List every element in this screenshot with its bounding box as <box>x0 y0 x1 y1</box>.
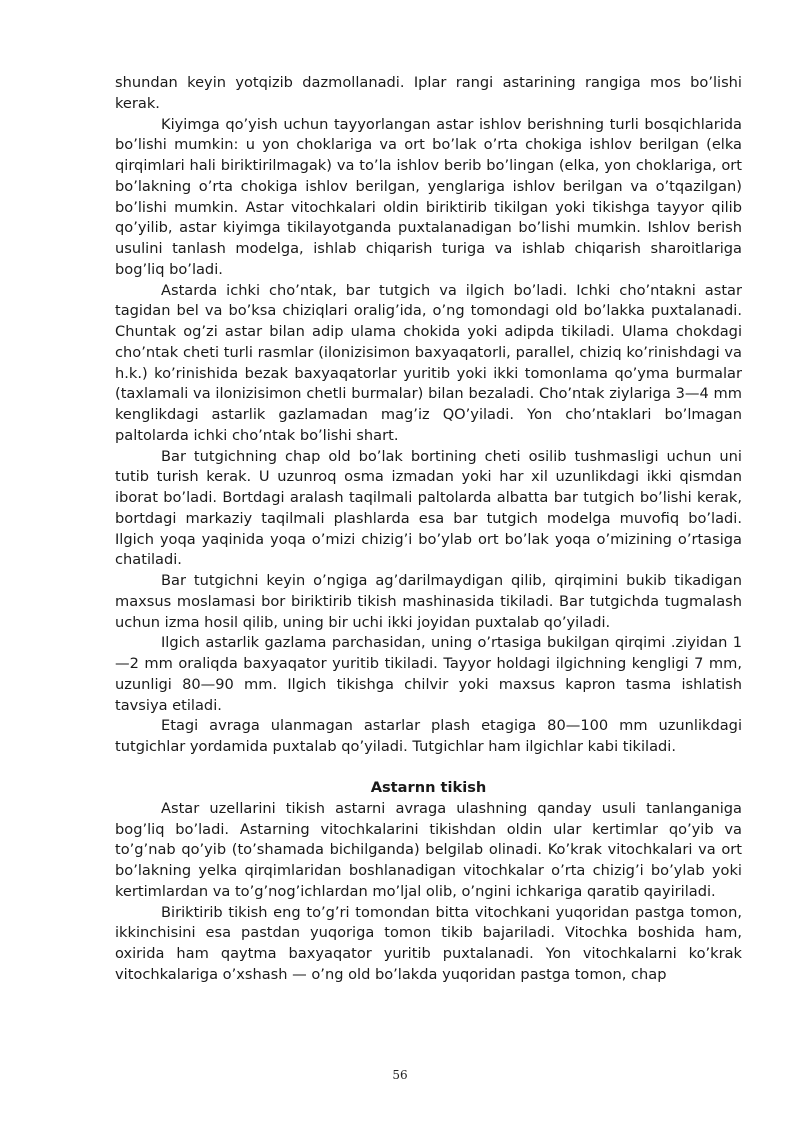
paragraph-bar-holder-sewing: Bar tutgichni keyin o’ngiga ag’darilmaydigan qilib, qirqimini bukib tikadigan maxsus moslamasi bor biriktirib tikish mashinasida tikiladi. Bar tutgichda tugmalash uchun izma hosil qilib, uning bir uchi ikki joyidan puxtalab qo’yiladi. <box>115 572 742 631</box>
section-heading: Astarnn tikish <box>370 778 487 796</box>
paragraph-hem-holders: Etagi avraga ulanmagan astarlar plash etagiga 80—100 mm uzunlikdagi tutgichlar yordamida puxtalab qo’yiladi. Tutgichlar ham ilgichlar kabi tikiladi. <box>115 717 742 755</box>
paragraph-continuation: shundan keyin yotqizib dazmollanadi. Iplar rangi astarining rangiga mos bo’lishi kerak. <box>115 74 742 112</box>
paragraph-hanger-loop: Ilgich astarlik gazlama parchasidan, uning o’rtasiga bukilgan qirqimi .ziyidan 1—2 mm oraliqda baxyaqator yuritib tikiladi. Tayyor holdagi ilgichning kengligi 7 mm, uzunligi 80—90 mm. Ilgich tikishga chilvir yoki maxsus kapron tasma ishlatish tavsiya etiladi. <box>115 634 742 714</box>
paragraph-inner-pocket: Astarda ichki cho’ntak, bar tutgich va ilgich bo’ladi. Ichki cho’ntakni astar tagidan bel va bo’ksa chiziqlari oralig’ida, o’ng tomondagi old bo’lakka puxtalanadi. Chuntak og’zi astar bilan adip ulama chokida yoki adipda tikiladi. Ulama chokdagi cho’ntak cheti turli rasmlar (ilonizisimon baxyaqatorli, parallel, chiziq ko’rinishdagi va h.k.) ko’rinishida bezak baxyaqatorlar yuritib yoki ikki tomonlama qo’yma burmalar (taxlamali va ilonizisimon chetli burmalar) bilan bezaladi. Cho’ntak ziylariga 3—4 mm kenglikdagi astarlik gazlamadan mag’iz QO’yiladi. Yon cho’ntaklari bo’lmagan paltolarda ichki cho’ntak bo’lishi shart. <box>115 281 742 444</box>
paragraph-dart-sewing: Biriktirib tikish eng to’g’ri tomondan bitta vitochkani yuqoridan pastga tomon, ikkinchisini esa pastdan yuqoriga tomon tikib bajariladi. Vitochka boshida ham, oxirida ham qaytma baxyaqator yuritib puxtalanadi. Yon vitochkalarni ko’krak vitochkalariga o’xshash — o’ng old bo’lakda yuqoridan pastga tomon, chap <box>115 903 742 983</box>
page-number: 56 <box>392 1068 408 1082</box>
paragraph-bar-holder: Bar tutgichning chap old bo’lak bortining cheti osilib tushmasligi uchun uni tutib turish kerak. U uzunroq osma izmadan yoki har xil uzunlikdagi ikki qismdan iborat bo’ladi. Bortdagi aralash taqilmali paltolarda albatta bar tutgich bo’lishi kerak, bortdagi markaziy taqilmali plashlarda esa bar tutgich modelga muvofiq bo’ladi. Ilgich yoqa yaqinida yoqa o’mizi chizig’i bo’ylab ort bo’lak yoqa o’mizining o’rtasiga chatiladi. <box>115 447 742 569</box>
page-body <box>115 73 742 986</box>
paragraph-lining-units: Astar uzellarini tikish astarni avraga ulashning qanday usuli tanlanganiga bog’liq bo’ladi. Astarning vitochkalarini tikishdan oldin ular kertimlar qo’yib va to’g’nab qo’yib (to’shamada bichilganda) belgilab olinadi. Ko’krak vitochkalari va ort bo’lakning yelka qirqimlaridan boshlanadigan vitochkalar o’rta chizig’i bo’ylab yoki kertimlardan va to’g’nog’ichlardan mo’ljal olib, o’ngini ichkariga qaratib qayiriladi. <box>115 799 742 900</box>
paragraph-lining-stages: Kiyimga qo’yish uchun tayyorlangan astar ishlov berishning turli bosqichlarida bo’lishi mumkin: u yon choklariga va ort bo’lak o’rta chokiga ishlov berilgan (elka qirqimlari hali biriktirilmagak) va to’la ishlov berib bo’lingan (elka, yon choklariga, ort bo’lakning o’rta chokiga ishlov berilgan, yenglariga ishlov berilgan va o’tqazilgan) bo’lishi mumkin. Astar vitochkalari oldin biriktirib tikilgan yoki tikishga tayyor qilib qo’yilib, astar kiyimga tikilayotganda puxtalanadigan bo’lishi mumkin. Ishlov berish usulini tanlash modelga, ishlab chiqarish turiga va ishlab chiqarish sharoitlariga bog’liq bo’ladi. <box>115 115 742 278</box>
